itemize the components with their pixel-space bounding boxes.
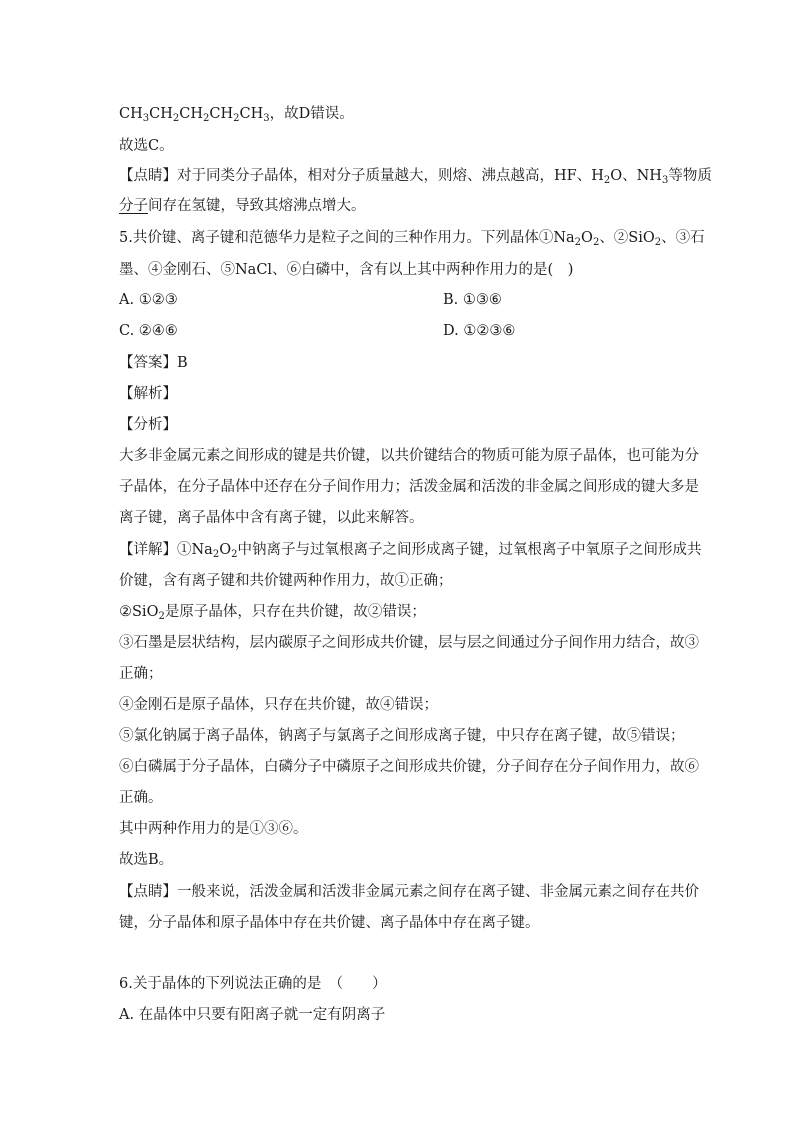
prev-choose: 故选C。	[119, 138, 174, 154]
q5-detail-line-5: 正确；	[119, 666, 163, 682]
q5-detail-line-9: 正确。	[119, 790, 163, 806]
prev-formula-line: $CH_3CH_2CH_2CH_2CH_3$，故D错误。	[119, 106, 354, 124]
q5-detail-line-3: ②SiO$_2$是原子晶体，只存在共价键，故②错误；	[119, 604, 426, 622]
q5-summary: 其中两种作用力的是①③⑥。	[119, 821, 308, 837]
q5-detail-line-6: ④金刚石是原子晶体，只存在共价键，故④错误；	[119, 697, 438, 713]
q5-option-d: D. ①②③⑥	[443, 323, 516, 339]
q5-detail-line-2: 价键，含有离子键和共价键两种作用力，故①正确；	[119, 573, 453, 589]
q5-option-b: B. ①③⑥	[443, 292, 502, 308]
q5-jiexi-heading: 【解析】	[119, 386, 177, 402]
q5-analysis-line-3: 离子键，离子晶体中含有离子键，以此来解答。	[119, 510, 424, 526]
q5-stem-line-2: 墨、④金刚石、⑤NaCl、⑥白磷中，含有以上其中两种作用力的是( )	[119, 262, 574, 278]
q5-analysis-line-1: 大多非金属元素之间形成的键是共价键，以共价键结合的物质可能为原子晶体，也可能为分	[119, 448, 699, 464]
q6-option-a: A. 在晶体中只要有阳离子就一定有阴离子	[119, 1007, 386, 1023]
q5-detail-line-1: 【详解】$①Na_2O_2$中钠离子与过氧根离子之间形成离子键，过氧根离子中氧原子之间形成共	[119, 542, 702, 560]
q5-detail-line-7: ⑤氯化钠属于离子晶体，钠离子与氯离子之间形成离子键，中只存在离子键，故⑤错误；	[119, 728, 685, 744]
q5-detail-line-4: ③石墨是层状结构，层内碳原子之间形成共价键，层与层之间通过分子间作用力结合，故③	[119, 635, 699, 651]
q5-comment-line-1: 【点睛】一般来说，活泼金属和活泼非金属元素之间存在离子键、非金属元素之间存在共价	[119, 884, 699, 900]
q5-detail-line-8: ⑥白磷属于分子晶体，白磷分子中磷原子之间形成共价键，分子间存在分子间作用力，故⑥	[119, 759, 699, 775]
underlined-term: 分子	[119, 198, 148, 214]
q6-stem: 6.关于晶体的下列说法正确的是 （ ）	[119, 976, 387, 992]
q5-answer: 【答案】B	[119, 355, 188, 371]
q5-option-c: C. ②④⑥	[119, 323, 178, 339]
prev-comment-line-1: 【点睛】对于同类分子晶体，相对分子质量越大，则熔、沸点越高，HF、$H_2O$、$NH_3$等物质	[119, 168, 712, 186]
prev-comment-line-2: 分子间存在氢键，导致其熔沸点增大。	[119, 198, 366, 214]
q5-choose: 故选B。	[119, 852, 174, 868]
q5-stem-line-1: 5.共价键、离子键和范德华力是粒子之间的三种作用力。下列晶体$①Na_2O_2$、②SiO$_2$、③石	[119, 230, 705, 248]
q5-comment-line-2: 键，分子晶体和原子晶体中存在共价键、离子晶体中存在离子键。	[119, 915, 540, 931]
q5-analysis-line-2: 子晶体，在分子晶体中还存在分子间作用力；活泼金属和活泼的非金属之间形成的键大多是	[119, 479, 699, 495]
q5-option-a: A. ①②③	[119, 292, 178, 308]
q5-fenxi-heading: 【分析】	[119, 417, 177, 433]
